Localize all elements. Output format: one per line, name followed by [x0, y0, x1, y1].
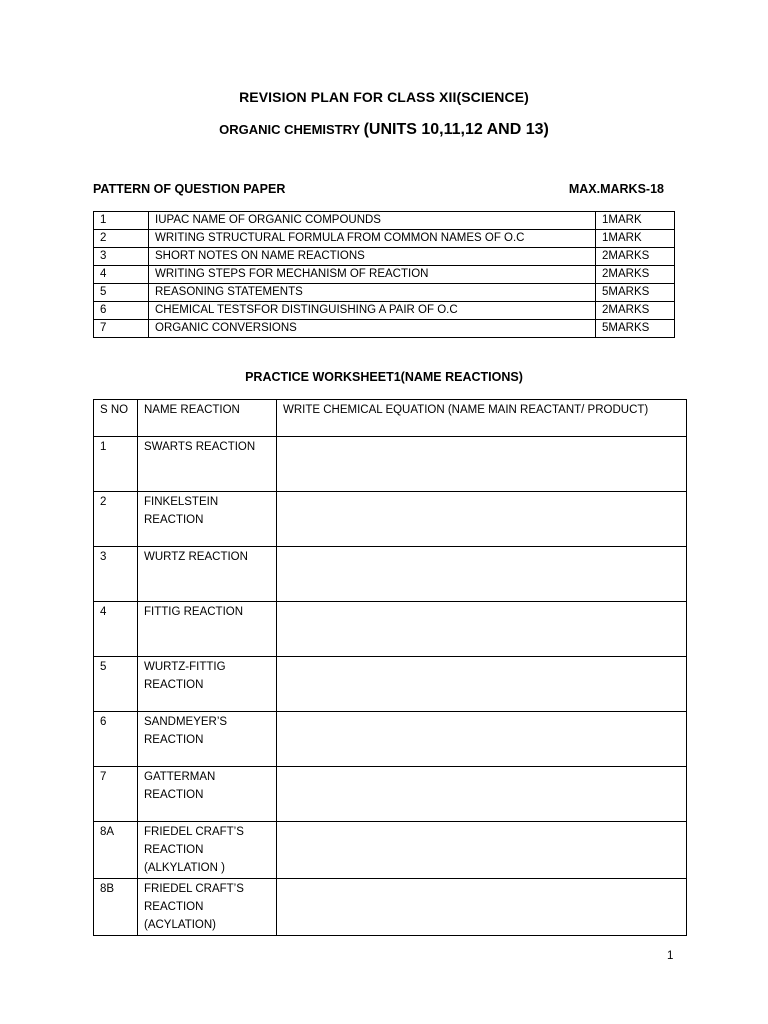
row-sno: 7 — [94, 767, 138, 822]
table-row — [94, 230, 675, 248]
row-text: ORGANIC CONVERSIONS — [149, 320, 596, 338]
row-number: 2 — [94, 230, 149, 248]
row-marks: 2MARKS — [596, 302, 675, 320]
subtitle-units: (UNITS 10,11,12 AND 13) — [363, 121, 549, 138]
row-reaction-name: WURTZ REACTION — [138, 547, 277, 602]
equation-answer-cell[interactable] — [277, 657, 687, 712]
row-reaction-name: SWARTS REACTION — [138, 437, 277, 492]
row-reaction-name: FRIEDEL CRAFT’S REACTION (ALKYLATION ) — [138, 822, 277, 879]
row-text: WRITING STRUCTURAL FORMULA FROM COMMON NAMES OF O.C — [149, 230, 596, 248]
worksheet-table — [93, 399, 687, 936]
row-text: CHEMICAL TESTSFOR DISTINGUISHING A PAIR OF O.C — [149, 302, 596, 320]
row-reaction-name: FITTIG REACTION — [138, 602, 277, 657]
row-sno: 5 — [94, 657, 138, 712]
worksheet-header-row — [94, 400, 687, 437]
equation-answer-cell[interactable] — [277, 767, 687, 822]
row-reaction-name: GATTERMAN REACTION — [138, 767, 277, 822]
row-reaction-name: FRIEDEL CRAFT’S REACTION (ACYLATION) — [138, 879, 277, 936]
row-text: SHORT NOTES ON NAME REACTIONS — [149, 248, 596, 266]
table-row — [94, 320, 675, 338]
row-sno: 1 — [94, 437, 138, 492]
table-row — [94, 302, 675, 320]
table-row — [94, 284, 675, 302]
row-number: 7 — [94, 320, 149, 338]
row-sno: 8A — [94, 822, 138, 879]
table-row — [94, 879, 687, 936]
row-reaction-name: SANDMEYER’S REACTION — [138, 712, 277, 767]
header-sno: S NO — [94, 400, 138, 437]
row-sno: 3 — [94, 547, 138, 602]
row-sno: 8B — [94, 879, 138, 936]
row-marks: 2MARKS — [596, 248, 675, 266]
row-number: 3 — [94, 248, 149, 266]
row-sno: 6 — [94, 712, 138, 767]
equation-answer-cell[interactable] — [277, 547, 687, 602]
table-row — [94, 266, 675, 284]
document-subtitle — [0, 121, 768, 139]
row-number: 6 — [94, 302, 149, 320]
page-number: 1 — [667, 950, 674, 962]
table-row — [94, 492, 687, 547]
pattern-header — [93, 182, 664, 196]
row-reaction-name: FINKELSTEIN REACTION — [138, 492, 277, 547]
table-row — [94, 547, 687, 602]
equation-answer-cell[interactable] — [277, 602, 687, 657]
row-text: IUPAC NAME OF ORGANIC COMPOUNDS — [149, 212, 596, 230]
row-text: WRITING STEPS FOR MECHANISM OF REACTION — [149, 266, 596, 284]
row-marks: 1MARK — [596, 212, 675, 230]
equation-answer-cell[interactable] — [277, 822, 687, 879]
table-row — [94, 712, 687, 767]
table-row — [94, 212, 675, 230]
row-text: REASONING STATEMENTS — [149, 284, 596, 302]
row-marks: 1MARK — [596, 230, 675, 248]
equation-answer-cell[interactable] — [277, 879, 687, 936]
row-number: 1 — [94, 212, 149, 230]
row-marks: 5MARKS — [596, 320, 675, 338]
header-name-reaction: NAME REACTION — [138, 400, 277, 437]
equation-answer-cell[interactable] — [277, 712, 687, 767]
worksheet-title: PRACTICE WORKSHEET1(NAME REACTIONS) — [245, 370, 523, 384]
row-number: 5 — [94, 284, 149, 302]
table-row — [94, 767, 687, 822]
table-row — [94, 602, 687, 657]
subtitle-subject: ORGANIC CHEMISTRY — [219, 122, 360, 137]
max-marks: MAX.MARKS-18 — [568, 182, 664, 196]
row-sno: 2 — [94, 492, 138, 547]
equation-answer-cell[interactable] — [277, 492, 687, 547]
row-reaction-name: WURTZ-FITTIG REACTION — [138, 657, 277, 712]
table-row — [94, 657, 687, 712]
pattern-heading: PATTERN OF QUESTION PAPER — [93, 182, 286, 196]
table-row — [94, 822, 687, 879]
table-row — [94, 437, 687, 492]
pattern-table — [93, 211, 675, 338]
equation-answer-cell[interactable] — [277, 437, 687, 492]
header-equation: WRITE CHEMICAL EQUATION (NAME MAIN REACTANT/ PRODUCT) — [277, 400, 687, 437]
row-sno: 4 — [94, 602, 138, 657]
row-marks: 5MARKS — [596, 284, 675, 302]
row-marks: 2MARKS — [596, 266, 675, 284]
table-row — [94, 248, 675, 266]
document-title: REVISION PLAN FOR CLASS XII(SCIENCE) — [239, 89, 529, 105]
row-number: 4 — [94, 266, 149, 284]
